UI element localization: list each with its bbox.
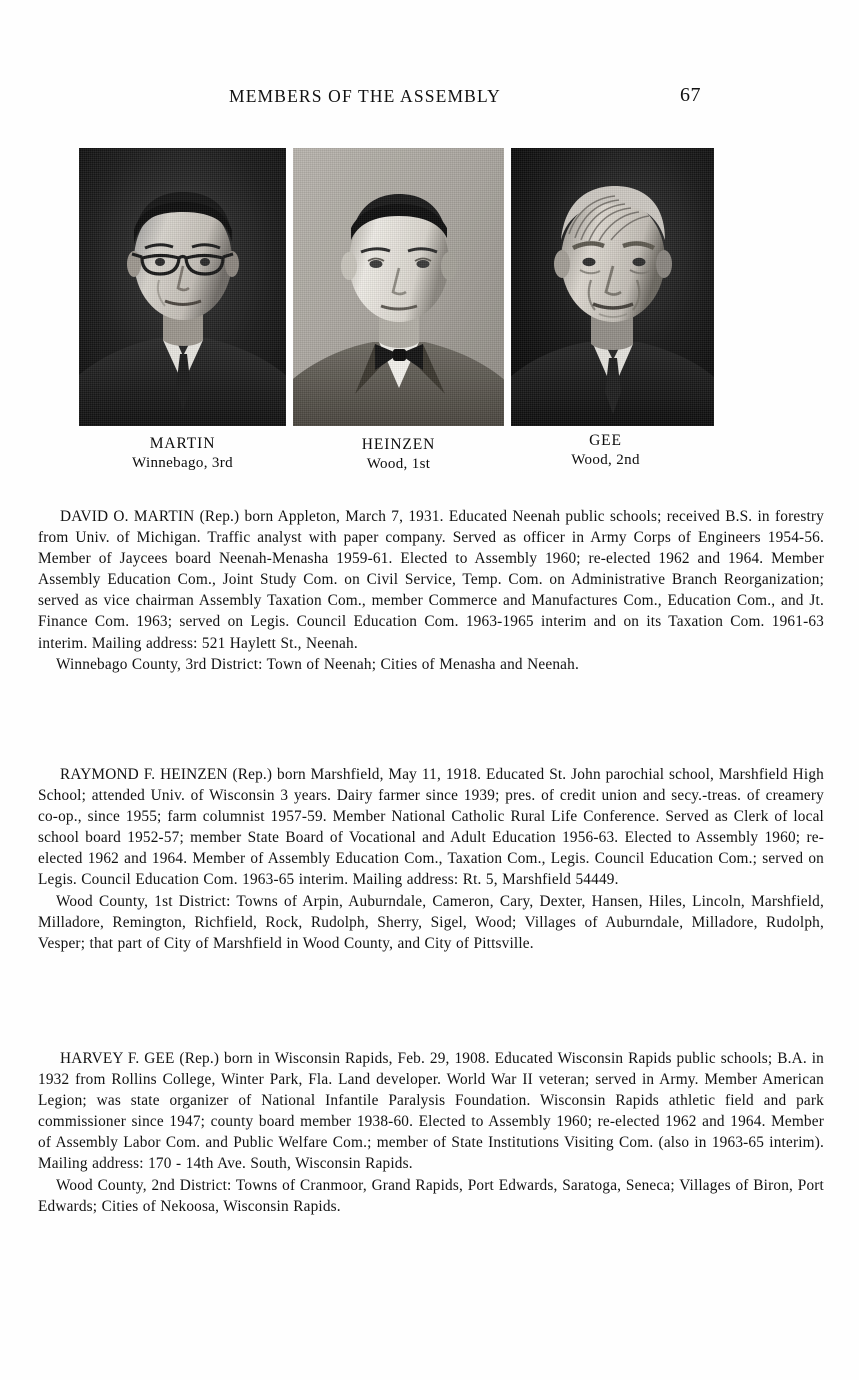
biography-gee bbox=[38, 1048, 824, 1217]
caption-name: GEE bbox=[589, 432, 622, 449]
portrait-image-gee bbox=[511, 148, 714, 426]
caption-gee bbox=[504, 431, 707, 470]
biography-body: RAYMOND F. HEINZEN (Rep.) born Marshfield, May 11, 1918. Educated St. John parochial school, Marshfield High School; attended Univ. of Wisconsin 3 years. Dairy farmer since 1939; pres. of credit union and secy.-treas. of creamery co-op., since 1955; farm columnist 1957-59. Member National Catholic Rural Life Conference. Served as Clerk of local school board 1952-57; member State Board of Vocational and Adult Education 1956-63. Elected to Assembly 1960; re-elected 1962 and 1964. Member of Assembly Education Com., Taxation Com., Legis. Council Education Com.; served on Legis. Council Education Com. 1963-65 interim. Mailing address: Rt. 5, Marshfield 54449. bbox=[38, 766, 824, 889]
portrait-image-martin bbox=[79, 148, 286, 426]
page-number: 67 bbox=[680, 84, 701, 106]
portrait-image-heinzen bbox=[293, 148, 504, 426]
caption-district: Wood, 1st bbox=[366, 456, 431, 472]
caption-district: Wood, 2nd bbox=[571, 452, 640, 468]
portrait-photo-heinzen bbox=[293, 148, 504, 426]
caption-name: MARTIN bbox=[149, 435, 216, 452]
biography-district: Winnebago County, 3rd District: Town of Neenah; Cities of Menasha and Neenah. bbox=[56, 655, 579, 673]
running-head bbox=[0, 86, 859, 110]
caption-heinzen bbox=[293, 435, 504, 474]
biography-martin bbox=[38, 506, 824, 675]
portrait-captions bbox=[79, 434, 714, 478]
caption-name: HEINZEN bbox=[361, 436, 436, 453]
biography-body: HARVEY F. GEE (Rep.) born in Wisconsin Rapids, Feb. 29, 1908. Educated Wisconsin Rapids public schools; B.A. in 1932 from Rollins College, Winter Park, Fla. Land developer. World War II veteran; served in Army. Member American Legion; was state organizer of National Infantile Paralysis Foundation. Wisconsin Rapids athletic field and park commissioner since 1947; county board member 1938-60. Elected to Assembly 1960; re-elected 1962 and 1964. Member of Assembly Labor Com. and Public Welfare Com.; member of State Institutions Visiting Com. (also in 1963-65 interim). Mailing address: 170 - 14th Ave. South, Wisconsin Rapids. bbox=[38, 1050, 824, 1173]
biography-district: Wood County, 1st District: Towns of Arpin, Auburndale, Cameron, Cary, Dexter, Hansen, Hiles, Lincoln, Marshfield, Milladore, Remington, Richfield, Rock, Rudolph, Sherry, Sigel, Wood; Villages of Auburndale, Milladore, Rudolph, Vesper; that part of City of Marshfield in Wood County, and City of Pittsville. bbox=[38, 892, 824, 952]
page-title: MEMBERS OF THE ASSEMBLY bbox=[229, 86, 501, 106]
biography-heinzen bbox=[38, 764, 824, 954]
caption-martin bbox=[79, 434, 286, 473]
biography-district: Wood County, 2nd District: Towns of Cranmoor, Grand Rapids, Port Edwards, Saratoga, Seneca; Villages of Biron, Port Edwards; Cities of Nekoosa, Wisconsin Rapids. bbox=[38, 1176, 824, 1215]
biography-body: DAVID O. MARTIN (Rep.) born Appleton, March 7, 1931. Educated Neenah public schools; received B.S. in forestry from Univ. of Michigan. Traffic analyst with paper company. Served as officer in Army Corps of Engineers 1954-56. Member of Jaycees board Neenah-Menasha 1959-61. Elected to Assembly 1960; re-elected 1962 and 1964. Member Assembly Education Com., Joint Study Com. on Civil Service, Temp. Com. on Administrative Branch Reorganization; served as vice chairman Assembly Taxation Com., member Commerce and Manufactures Com., Education Com., and Jt. Finance Com. 1963; served on Legis. Council Education Com. 1963-1965 interim and on its Taxation Com. 1961-63 interim. Mailing address: 521 Haylett St., Neenah. bbox=[38, 508, 824, 652]
caption-district: Winnebago, 3rd bbox=[132, 455, 233, 471]
portrait-strip bbox=[79, 148, 714, 426]
portrait-photo-martin bbox=[79, 148, 286, 426]
portrait-photo-gee bbox=[511, 148, 714, 426]
